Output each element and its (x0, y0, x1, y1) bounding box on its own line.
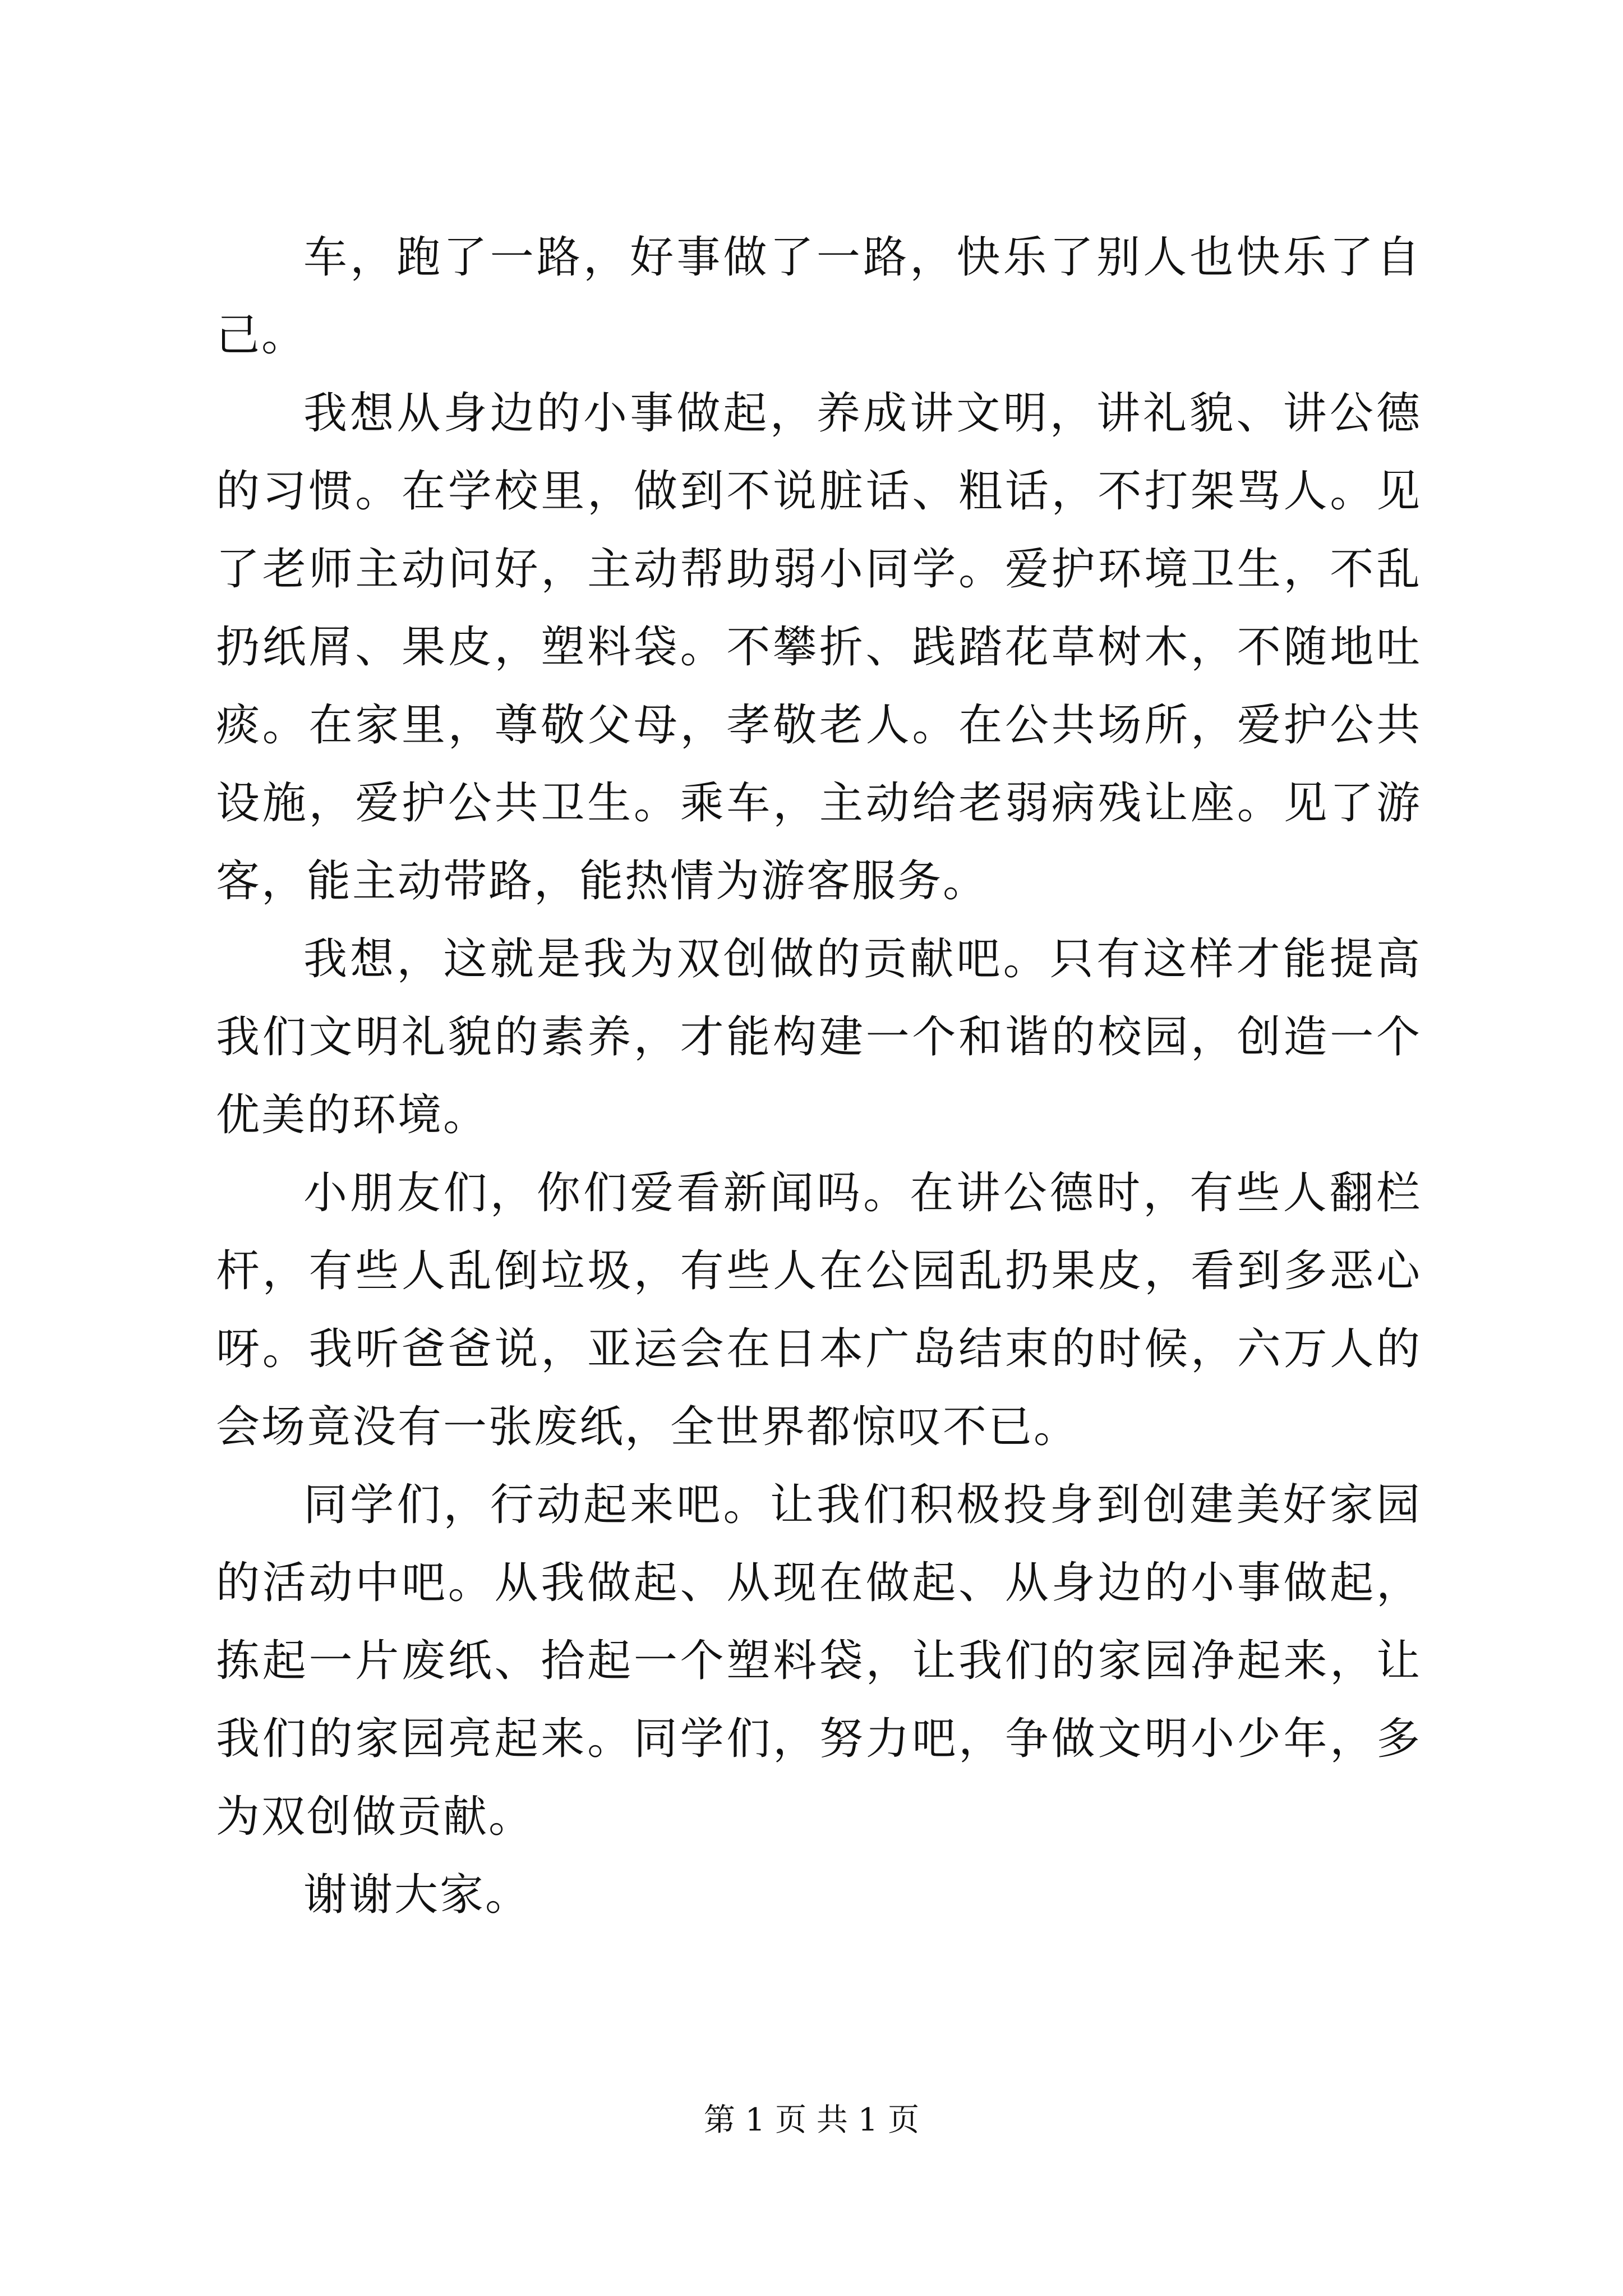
paragraph-contribution: 我想，这就是我为双创做的贡献吧。只有这样才能提高我们文明礼貌的素养，才能构建一个和谐的校园，创造一个优美的环境。 (216, 934, 1422, 1140)
page-number-footer: 第 1 页 共 1 页 (703, 2102, 920, 2138)
paragraph-call-to-action: 同学们，行动起来吧。让我们积极投身到创建美好家园的活动中吧。从我做起、从现在做起、从身边的小事做起，拣起一片废纸、拾起一个塑料袋，让我们的家园净起来，让我们的家园亮起来。同学们，努力吧，争做文明小少年，多为双创做贡献。 (216, 1480, 1422, 1842)
paragraph-continuation: 车，跑了一路，好事做了一路，快乐了别人也快乐了自己。 (216, 232, 1422, 361)
paragraph-good-habits: 我想从身边的小事做起，养成讲文明，讲礼貌、讲公德的习惯。在学校里，做到不说脏话、粗话，不打架骂人。见了老师主动问好，主动帮助弱小同学。爱护环境卫生，不乱扔纸屑、果皮，塑料袋。不攀折、践踏花草树木，不随地吐痰。在家里，尊敬父母，孝敬老人。在公共场所，爱护公共设施，爱护公共卫生。乘车，主动给老弱病残让座。见了游客，能主动带路，能热情为游客服务。 (216, 388, 1422, 907)
document-body (216, 219, 1422, 1934)
paragraph-news: 小朋友们，你们爱看新闻吗。在讲公德时，有些人翻栏杆，有些人乱倒垃圾，有些人在公园乱扔果皮，看到多恶心呀。我听爸爸说，亚运会在日本广岛结束的时候，六万人的会场竟没有一张废纸，全世界都惊叹不已。 (216, 1168, 1422, 1452)
paragraph-thanks: 谢谢大家。 (303, 1870, 531, 1920)
